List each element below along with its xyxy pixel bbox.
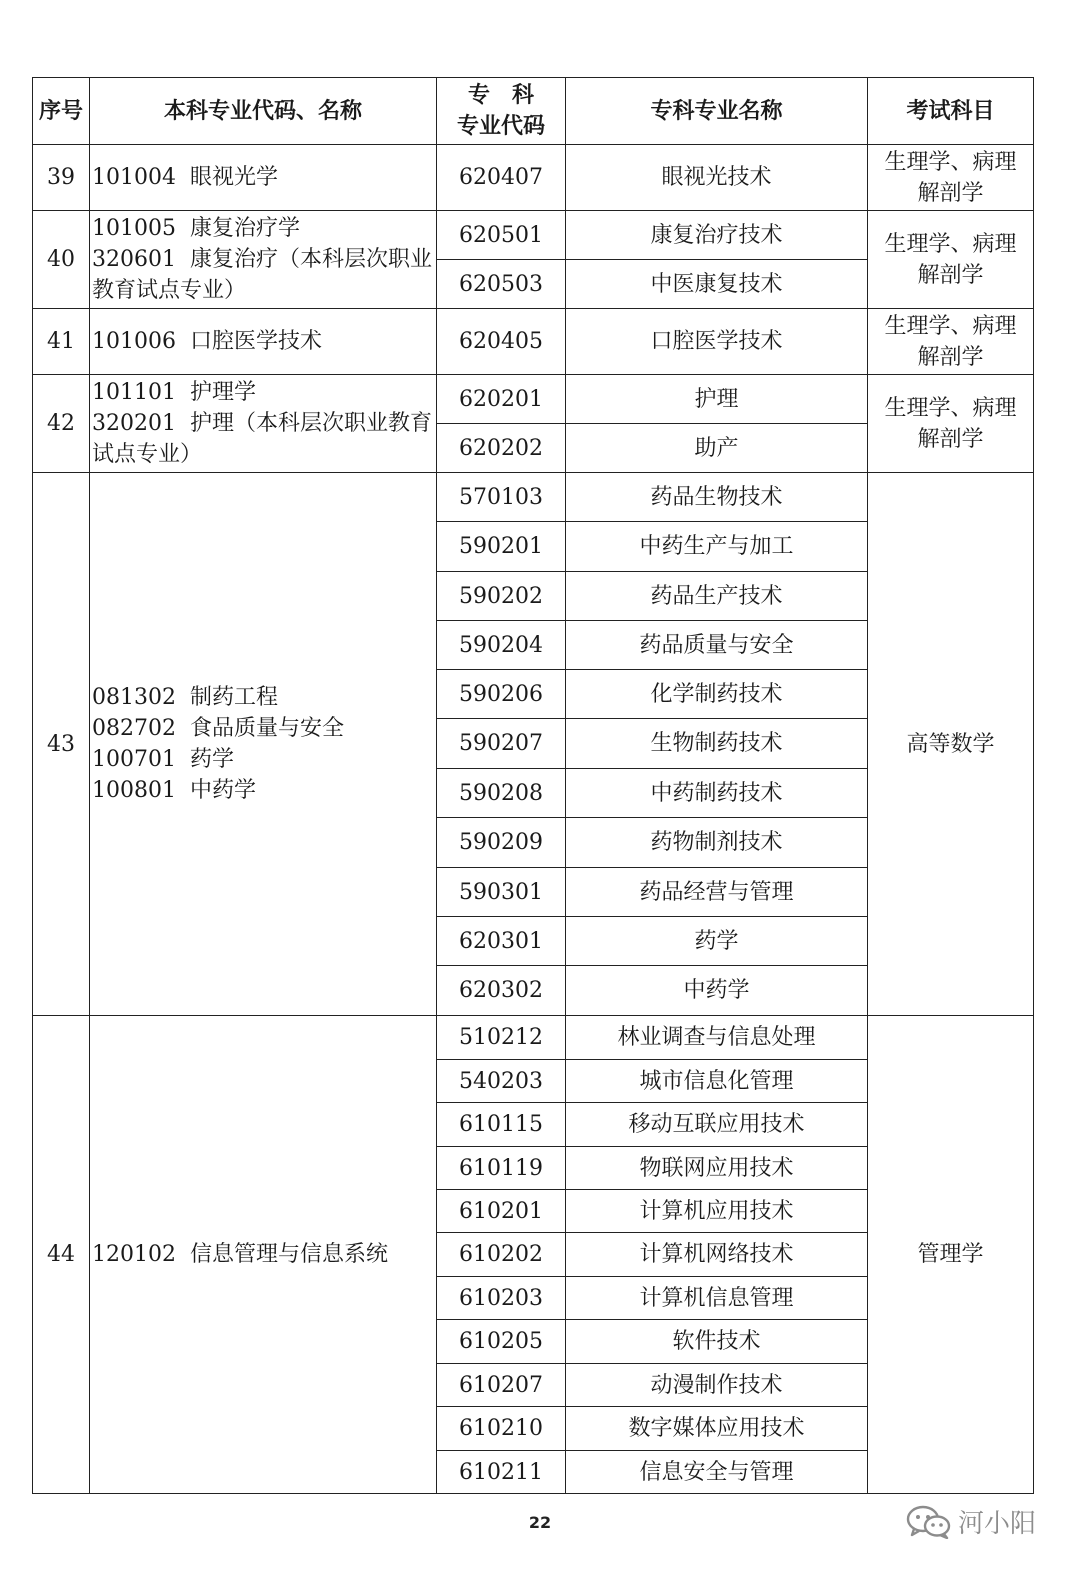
college-code-cell: 590204 [437, 621, 566, 670]
header-college-code-line2: 专业代码 [456, 114, 545, 139]
undergrad-major [92, 1239, 436, 1270]
major-table-container [32, 77, 1033, 1494]
undergrad-cell [90, 309, 437, 375]
undergrad-code: 081302 [92, 685, 176, 710]
header-college-name: 专科专业名称 [566, 78, 868, 145]
college-code-cell: 610211 [437, 1451, 566, 1494]
college-code-cell: 620202 [437, 424, 566, 473]
college-name-cell: 移动互联应用技术 [566, 1103, 868, 1147]
seq-cell: 39 [33, 145, 90, 211]
exam-line: 高等数学 [906, 731, 995, 757]
exam-cell [868, 211, 1034, 309]
college-code-cell: 620405 [437, 309, 566, 375]
college-code-cell: 610115 [437, 1103, 566, 1147]
college-code-cell: 610203 [437, 1277, 566, 1320]
college-code-cell: 620301 [437, 917, 566, 966]
major-table [32, 77, 1034, 1494]
undergrad-major [92, 408, 436, 470]
college-name-cell: 数字媒体应用技术 [566, 1407, 868, 1451]
exam-cell [868, 473, 1034, 1016]
undergrad-major [92, 682, 436, 713]
undergrad-cell [90, 1016, 437, 1494]
college-name-cell: 助产 [566, 424, 868, 473]
undergrad-cell [90, 145, 437, 211]
college-code-cell: 620201 [437, 375, 566, 424]
undergrad-cell [90, 375, 437, 473]
undergrad-code: 320601 [92, 247, 176, 272]
seq-cell: 43 [33, 473, 90, 1016]
watermark-text: 河小阳 [957, 1509, 1036, 1539]
undergrad-name: 中药学 [190, 778, 257, 803]
exam-line: 解剖学 [917, 262, 984, 288]
college-name-cell: 眼视光技术 [566, 145, 868, 211]
undergrad-code: 100701 [92, 747, 176, 772]
college-name-cell: 物联网应用技术 [566, 1147, 868, 1190]
exam-cell [868, 309, 1034, 375]
exam-line: 管理学 [917, 1242, 984, 1267]
college-name-cell: 护理 [566, 375, 868, 424]
undergrad-name: 康复治疗（本科层次职业教育试点专业） [92, 247, 433, 303]
undergrad-name: 制药工程 [190, 685, 279, 710]
college-code-cell: 590201 [437, 522, 566, 572]
undergrad-major [92, 775, 436, 806]
undergrad-cell [90, 473, 437, 1016]
college-code-cell: 570103 [437, 473, 566, 522]
college-name-cell: 城市信息化管理 [566, 1060, 868, 1103]
college-name-cell: 中药生产与加工 [566, 522, 868, 572]
college-code-cell: 610207 [437, 1364, 566, 1407]
college-code-cell: 620407 [437, 145, 566, 211]
undergrad-major [92, 326, 436, 357]
college-name-cell: 信息安全与管理 [566, 1451, 868, 1494]
undergrad-major [92, 213, 436, 244]
college-name-cell: 软件技术 [566, 1320, 868, 1364]
undergrad-name: 口腔医学技术 [190, 329, 323, 354]
seq-cell: 41 [33, 309, 90, 375]
college-name-cell: 口腔医学技术 [566, 309, 868, 375]
table-row [33, 145, 1034, 211]
undergrad-code: 101006 [92, 329, 176, 354]
college-name-cell: 化学制药技术 [566, 670, 868, 719]
college-name-cell: 中药制药技术 [566, 769, 868, 818]
exam-line: 生理学、病理 [884, 395, 1017, 421]
college-code-cell: 590207 [437, 719, 566, 769]
exam-line: 解剖学 [917, 426, 984, 452]
college-name-cell: 动漫制作技术 [566, 1364, 868, 1407]
college-name-cell: 药物制剂技术 [566, 818, 868, 868]
undergrad-code: 120102 [92, 1242, 176, 1267]
college-code-cell: 620501 [437, 211, 566, 260]
header-college-code [437, 78, 566, 145]
undergrad-major [92, 244, 436, 306]
exam-cell [868, 1016, 1034, 1494]
exam-cell [868, 375, 1034, 473]
college-code-cell: 610205 [437, 1320, 566, 1364]
table-row [33, 309, 1034, 375]
college-code-cell: 590208 [437, 769, 566, 818]
college-code-cell: 590301 [437, 868, 566, 917]
exam-line: 生理学、病理 [884, 313, 1017, 339]
college-name-cell: 康复治疗技术 [566, 211, 868, 260]
college-name-cell: 计算机信息管理 [566, 1277, 868, 1320]
college-name-cell: 计算机网络技术 [566, 1233, 868, 1277]
college-name-cell: 药学 [566, 917, 868, 966]
undergrad-name: 眼视光学 [190, 165, 279, 190]
undergrad-major [92, 713, 436, 744]
undergrad-name: 护理（本科层次职业教育试点专业） [92, 411, 433, 467]
header-seq: 序号 [33, 78, 90, 145]
undergrad-code: 082702 [92, 716, 176, 741]
undergrad-major [92, 744, 436, 775]
college-code-cell: 590206 [437, 670, 566, 719]
table-header-row [33, 78, 1034, 145]
college-name-cell: 中药学 [566, 966, 868, 1016]
college-code-cell: 610119 [437, 1147, 566, 1190]
college-name-cell: 林业调查与信息处理 [566, 1016, 868, 1060]
college-code-cell: 620302 [437, 966, 566, 1016]
college-name-cell: 药品生物技术 [566, 473, 868, 522]
undergrad-name: 康复治疗学 [190, 216, 301, 241]
college-name-cell: 生物制药技术 [566, 719, 868, 769]
undergrad-cell [90, 211, 437, 309]
undergrad-code: 101101 [92, 380, 176, 405]
undergrad-code: 320201 [92, 411, 176, 436]
exam-line: 生理学、病理 [884, 149, 1017, 175]
exam-cell [868, 145, 1034, 211]
table-row [33, 473, 1034, 522]
header-college-code-line1: 专 科 [467, 83, 534, 108]
college-code-cell: 610210 [437, 1407, 566, 1451]
undergrad-major [92, 162, 436, 193]
college-name-cell: 药品经营与管理 [566, 868, 868, 917]
college-name-cell: 中医康复技术 [566, 260, 868, 309]
undergrad-code: 101004 [92, 165, 176, 190]
college-code-cell: 590202 [437, 572, 566, 621]
college-name-cell: 药品质量与安全 [566, 621, 868, 670]
college-code-cell: 540203 [437, 1060, 566, 1103]
college-name-cell: 计算机应用技术 [566, 1190, 868, 1233]
wechat-icon [906, 1505, 952, 1539]
undergrad-code: 101005 [92, 216, 176, 241]
college-code-cell: 610202 [437, 1233, 566, 1277]
undergrad-name: 食品质量与安全 [190, 716, 345, 741]
college-code-cell: 510212 [437, 1016, 566, 1060]
table-row [33, 1016, 1034, 1060]
college-code-cell: 590209 [437, 818, 566, 868]
seq-cell: 40 [33, 211, 90, 309]
header-undergrad: 本科专业代码、名称 [90, 78, 437, 145]
exam-line: 生理学、病理 [884, 231, 1017, 257]
undergrad-code: 100801 [92, 778, 176, 803]
seq-cell: 42 [33, 375, 90, 473]
table-row [33, 211, 1034, 260]
table-body [33, 145, 1034, 1494]
page-number: 22 [528, 1513, 552, 1532]
college-code-cell: 620503 [437, 260, 566, 309]
undergrad-major [92, 377, 436, 408]
college-code-cell: 610201 [437, 1190, 566, 1233]
exam-line: 解剖学 [917, 180, 984, 206]
table-row [33, 375, 1034, 424]
college-name-cell: 药品生产技术 [566, 572, 868, 621]
undergrad-name: 信息管理与信息系统 [190, 1242, 389, 1267]
header-exam: 考试科目 [868, 78, 1034, 145]
undergrad-name: 护理学 [190, 380, 257, 405]
exam-line: 解剖学 [917, 344, 984, 370]
undergrad-name: 药学 [190, 747, 235, 772]
seq-cell: 44 [33, 1016, 90, 1494]
watermark [906, 1503, 1036, 1540]
